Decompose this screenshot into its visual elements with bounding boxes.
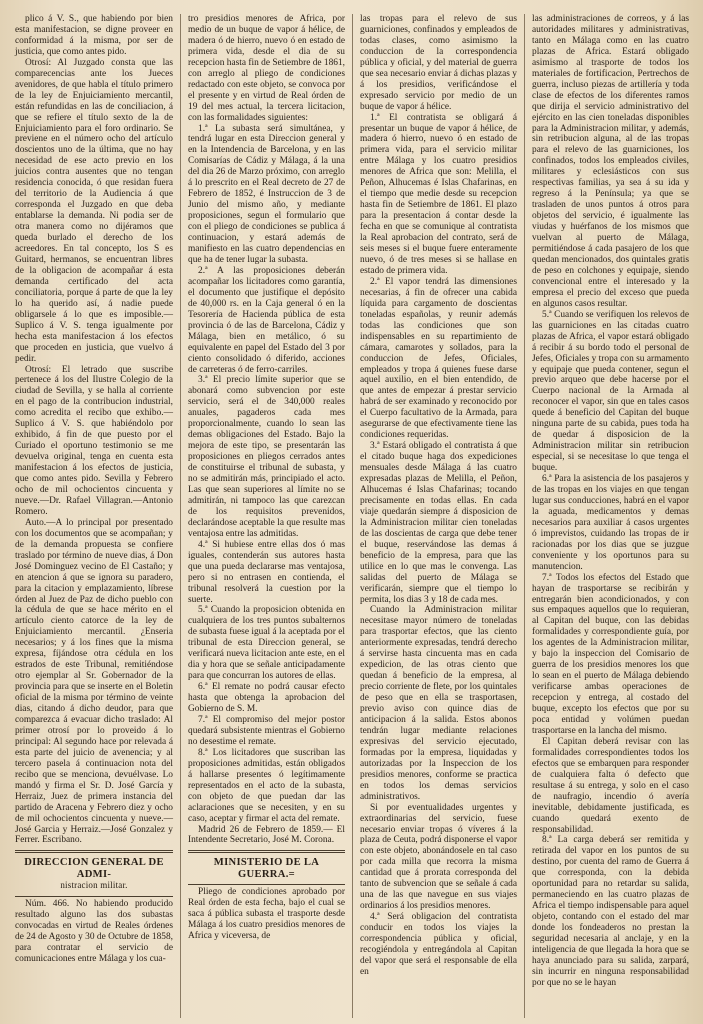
paragraph: 3.ª Estará obligado el contratista á que el citado buque haga dos expediciones mensuales desde Málaga á las cuatro expresadas plazas de Melilla, el Peñon, Alhucemas é Islas Chafarinas; tocando precisamente en todas ellas. En cada viaje quedarán siempre á disposicion de la Administracion militar cien toneladas de las doscientas de carga que debe tener el buque, reservándose las demas á beneficio de la empresa, para que las utilice en lo que mas le convenga. Las salidas del puerto de Málaga se verificarán, siempre que el tiempo lo permita, los dias 3 y 18 de cada mes. xyxy=(360,441,517,605)
heading-underline xyxy=(188,884,345,885)
section-divider xyxy=(15,850,173,853)
section-divider xyxy=(188,850,345,853)
column-2 xyxy=(180,14,352,1018)
paragraph: plico á V. S., que habiendo por bien esta manifestacion, se digne proveer en conformidad á la misma, por ser de justicia, que como antes pido. xyxy=(15,14,173,57)
paragraph: Madrid 26 de Febrero de 1859.— El Intendente Secretario, José M. Corona. xyxy=(188,824,345,846)
paragraph: El Capitan deberá revisar con las formalidades correspondientes todos los efectos que se embarquen para responder de cualquiera falta ó defecto que resultase á su entrega, y solo en el caso de naufragio, incendio ó avería inevitable, debidamente justificada, es cuando quedará exento de responsabilidad. xyxy=(532,736,689,835)
column-3 xyxy=(352,14,524,1018)
paragraph: 4.ª Será obligacion del contratista conducir en todos los viajes la correspondencia pública y oficial, recogiéndola y entregándola al Capitan del vapor que será el responsable de ella en xyxy=(360,912,517,977)
paragraph: Pliego de condiciones aprobado por Real órden de esta fecha, bajo el cual se saca á pública subasta el trasporte desde Málaga á los cuatro presidios menores de Africa y viceversa, de xyxy=(188,887,345,942)
section-heading-title: DIRECCION GENERAL DE ADMI- xyxy=(24,857,164,880)
paragraph: las administraciones de correos, y á las autoridades militares y administrativas, tanto en Málaga como en las cuatro plazas de Africa. Estará obligado asimismo al trasporte de todos los materiales de fortificacion, Pertrechos de guerra, incluso piezas de artillería y toda clase de efectos de los diferentes ramos que dirija el servicio administrativo del ejército en las cien toneladas disponibles para la Administracion militar, y además, sin retribucion alguna, al de las tropas para el relevo de las guarniciones, los confinados, todos los empleados civiles, militares y eclesiásticos con sus respectivas familias, ya sea á su ida y regreso á la Península; ya que se trasladen de unos puntos á otros para objetos del servicio, é igualmente las viudas y huérfanos de los mismos que vuelvan al puerto de Málaga, permitiéndose á cada pasajero de los que quedan mencionados, dos quintales gratis de peso en colchones y equipaje, siendo convencional entre el interesado y la empresa el precio del exceso que pueda en algunos casos resultar. xyxy=(532,14,689,309)
paragraph: tro presidios menores de Africa, por medio de un buque de vapor á hélice, de madera ó de hierro, nuevo ó en estado de primera vida, desde el dia de su recepcion hasta fin de Setiembre de 1861, con arreglo al pliego de condiciones redactado con este objeto, se convoca por el presente y en virtud de Real órden de 19 del mes actual, la tercera licitacion, con las formalidades siguientes: xyxy=(188,14,345,123)
paragraph: 7.ª Todos los efectos del Estado que hayan de trasportarse se recibirán y entregarán bien acondicionados, y con sus empaques aquellos que lo requieran, al Capitan del buque, con las debidas formalidades y correspondiente guía, por los agentes de la Administracion militar, y bajo la inspeccion del Comisario de guerra de los presidios menores los que lo sean en el puerto de Málaga debiendo verificarse ambas operaciones de recepcion y entrega, al costado del buque, excepto los efectos que por su poca entidad y volúmen puedan trasportarse en la lancha del mismo. xyxy=(532,572,689,736)
paragraph: 5.ª Cuando se verifiquen los relevos de las guarniciones en las citadas cuatro plazas de Africa, el vapor estará obligado á recibir á su bordo todo el personal de Jefes, Oficiales y tropa con su armamento y equipaje que pueda contener, segun el previo arqueo que debe hacerse por el Cuerpo nacional de la Armada al reconocer el vapor, sin que en tales casos quede á beneficio del Capitan del buque ninguna parte de su cabida, pues toda ha de quedar á disposicion de la Administracion militar sin retribucion especial, si se necesitase lo que tenga el buque. xyxy=(532,309,689,474)
paragraph: 8.ª La carga deberá ser remitida y retirada del vapor en los puntos de su destino, por cuenta del ramo de Guerra á que corresponda, con la debida oportunidad para no retardar su salida, permaneciendo en las cuatro plazas de Africa el tiempo indispensable para aquel objeto, contando con el estado del mar donde los fondeaderos no prestan la seguridad necesaria al anclaje, y en la inteligencia de que llegada la hora que se haya anunciado para su salida, zarpará, sin incurrir en ninguna responsabilidad por que no se le hayan xyxy=(532,835,689,988)
paragraph: las tropas para el relevo de sus guarniciones, confinados y empleados de todas clases, como asimismo la conduccion de la correspondencia pública y oficial, y del material de guerra que sea necesario enviar á dichas plazas y á los presidios, verificándose el expresado servicio por medio de un buque de vapor á hélice. xyxy=(360,14,517,112)
heading-underline xyxy=(15,896,173,897)
section-heading xyxy=(188,857,345,880)
paragraph: 2.ª El vapor tendrá las dimensiones necesarias, á fin de ofrecer una cabida líquida para cargamento de doscientas toneladas españolas, y reunir además todas las condiciones que son indispensables en su repartimiento de cámara, camarotes y sollados, para la conduccion de Jefes, Oficiales, empleados y tropa á quienes fuese darse aquel auxilio, en el bien entendido, de que antes de empezar á prestar servicio habrá de ser examinado y reconocido por el Cuerpo facultativo de la Armada, para asegurarse de que efectivamente tiene las condiciones requeridas. xyxy=(360,276,517,441)
paragraph: Otrosí: El letrado que suscribe pertenece á los del Ilustre Colegio de la ciudad de Sevilla, y se halla al corriente en el pago de la contribucion industrial, como acredita el recibo que exhibo.—Suplico á V. S. que habiéndolo por exhibido, á fin de que puesto por el Curiado el oportuno testimonio se me devuelva original, tenga en cuenta esta manifestacion á los efectos de justicia, que como antes pido. Sevilla y Febrero ocho de mil ochocientos cincuenta y nueve.—Dr. Rafael Villagran.—Antonio Romero. xyxy=(15,364,173,517)
paragraph: Si por eventualidades urgentes y extraordinarias del servicio, fuese necesario enviar tropas ó víveres á la plaza de Ceuta, podrá disponerse el vapor con este objeto, abonándosele en tal caso por cada milla que recorra la misma cantidad que á prorata corresponda del tanto de subvencion que se señale á cada una de las que navegue en sus viajes ordinarios á los presidios menores. xyxy=(360,802,517,912)
paragraph: 1.ª La subasta será simultánea, y tendrá lugar en esta Direccion general y en la Intendencia de Barcelona, y en las Comisarías de Cádiz y Málaga, á la una del dia 26 de Marzo próximo, con arreglo á lo prescrito en el Real decreto de 27 de Febrero de 1852, é Instruccion de 3 de Junio del mismo año, y mediante proposiciones, segun el formulario que con el pliego de condiciones se publica á continuacion, y estará además de manifiesto en las cuatro dependencias en que ha de tener lugar la subasta. xyxy=(188,123,345,265)
section-heading-title: MINISTERIO DE LA GUERRA.= xyxy=(213,857,320,880)
paragraph: Auto.—A lo principal por presentado con los documentos que se acompañan; y de la demanda propuesta se confiere traslado por término de nueve dias, á Don José Dominguez vecino de El Castaño; y en atencion á que se ignora su paradero, para la citacion y emplazamiento, líbrese órden al Juez de Paz de dicho pueblo con la cédula de que se hace mérito en el artículo ciento catorce de la ley de Enjuiciamiento mercantil. ¿Enseria necesarios; y á los fines que la misma expresa, fíjándose otra cédula en los estrados de este Tribunal, remitiéndose otro ejemplar al Sr. Gobernador de la provincia para que se inserte en el Boletin oficial de la misma por término de veinte dias, citando á dicho deudor, para que comparezca á evacuar dicho traslado: Al primer otrosí por lo proveido á lo principal: Al segundo hace por relevada á esta parte del juicio de avenencia; y al tercero pasela á continuacion nota del recibo que se menciona, devuélvase. Lo mandó y firma el Sr. D. José García y Herraiz, Juez de primera instancia del partido de Aracena y Febrero diez y ocho de mil ochocientos cincuenta y nueve.—José Garcia y Herraiz.—José Gonzalez y Ferrer. Escribano. xyxy=(15,517,173,846)
paragraph: Cuando la Administracion militar necesitase mayor número de toneladas para trasportar efectos, que las ciento anteriormente expresadas, tendrá derecho á servirse hasta cincuenta mas en cada expedicion, de las otras ciento que quedan á beneficio de la empresa, al precio corriente de flete, por los quintales de peso que en ella se trasportasen, previo aviso con quince dias de anticipacion á la salida. Estos abonos tendrán lugar mediante relaciones expresivas del servicio ejecutado, formadas por la empresa, liquidadas y autorizadas por la Inspeccion de los presidios menores, conforme se practica en todos los demas servicios administrativos. xyxy=(360,605,517,802)
paragraph: 3.ª El precio límite superior que se abonará como subvencion por este servicio, será el de 340,000 reales anuales, pagaderos cada mes proporcionalmente, cuando lo sean las demas obligaciones del Estado. Bajo la mejora de este tipo, se presentarán las proposiciones en pliegos cerrados antes de constituirse el tribunal de subasta, y no se admitirán más, principiado el acto. Las que sean superiores al límite no se admitirán, ni tampoco las que carezcan de los requisitos prevenidos, declarándose aceptable la que resulte mas ventajosa entre las admitidas. xyxy=(188,375,345,539)
text-columns xyxy=(8,14,696,1018)
paragraph: 6.ª El remate no podrá causar efecto hasta que obtenga la aprobacion del Gobierno de S. M. xyxy=(188,682,345,715)
section-heading xyxy=(15,857,173,892)
paragraph: 1.ª El contratista se obligará á presentar un buque de vapor á hélice, de madera ó hierro, nuevo ó en estado de primera vida, para el servicio militar entre Málaga y los cuatro presidios menores de Africa que son: Melilla, el Peñon, Alhucemas é Islas Chafarinas, en el tiempo que medie desde su recepcion hasta fin de Setiembre de 1861. El plazo para la presentacion á contar desde la fecha en que se comunique al contratista la Real aprobacion del contrato, será de seis meses si el buque fuere enteramente nuevo, ó de tres meses si se hallase en estado de primera vida. xyxy=(360,112,517,276)
paragraph: 2.ª A las proposiciones deberán acompañar los licitadores como garantía, el documento que justifique el depósito de 40,000 rs. en la Caja general ó en la Tesorería de Hacienda pública de esta provincia ó de las de Barcelona, Cádiz y Málaga, bien en metálico, ó su equivalente en papel del Estado del 3 por ciento consolidado ó diferido, acciones de carreteras ó de ferro-carriles. xyxy=(188,265,345,375)
paragraph: 6.ª Para la asistencia de los pasajeros y de las tropas en los viajes en que tengan lugar sus conducciones, habrá en el vapor la aguada, medicamentos y demas necesarios para auxiliar á casos urgentes ó imprevistos, cuidando las tropas de ir racionadas por los dias que se juzgue conveniente y los oportunos para su manutencion. xyxy=(532,474,689,572)
column-1 xyxy=(8,14,180,1018)
paragraph: 5.ª Cuando la proposicion obtenida en cualquiera de los tres puntos subalternos de subasta fuese igual á la aceptada por el tribunal de esta Direccion general, se verificará nueva licitacion ante este, en el dia y hora que se señale anticipadamente para que concurran los autores de ellas. xyxy=(188,605,345,682)
paragraph: 8.ª Los licitadores que suscriban las proposiciones admitidas, están obligados á hallarse presentes ó legítimamente representados en el acto de la subasta, con objeto de que puedan dar las aclaraciones que se necesiten, y en su caso, aceptar y firmar el acta del remate. xyxy=(188,747,345,824)
section-heading-subtitle: nistracion militar. xyxy=(60,880,128,891)
paragraph: Núm. 466. No habiendo producido resultado alguno las dos subastas convocadas en virtud de Reales órdenes de 24 de Agosto y 30 de Octubre de 1858, para contratar el servicio de comunicaciones entre Málaga y los cua- xyxy=(15,898,173,964)
column-4 xyxy=(524,14,696,1018)
paragraph: 7.ª El compromiso del mejor postor quedará subsistente mientras el Gobierno no desestime el remate. xyxy=(188,715,345,747)
paragraph: Otrosí: Al Juzgado consta que las comparecencias ante los Jueces avenidores, de que habla el título primero de la ley de Enjuiciamiento mercantil, están refundidas en las de conciliacion, á que se refiere el título sexto de la de Enjuiciamiento para el foro ordinario. Se previene en el número ocho del artículo doscientos uno de la última, que no hay necesidad de ese acto previo en los juicios contra ausentes que no tengan residencia conocida, ó que residan fuera del territorio de la Audiencia á que corresponda el Juzgado en que deba entablarse la demanda. Ni podia ser de otra manera como no dijéramos que queda burlado el derecho de los acreedores. En tal concepto, los S es Guitard, hermanos, se encuentran libres de la obligacion de acompañar á esta demanda certificado del acta conciliatoria, porque á parte de que la ley lo ha querido así, á nadie puede obligarsele á lo que es imposible.—Suplico á V. S. tenga igualmente por hecha esta manifestacion á los efectos que proceden en justicia, que vuelvo á pedir. xyxy=(15,57,173,364)
paragraph: 4.ª Si hubiese entre ellas dos ó mas iguales, contenderán sus autores hasta que una pueda declararse mas ventajosa, pero si no entrasen en contienda, el tribunal resolverá la cuestion por la suerte. xyxy=(188,539,345,605)
